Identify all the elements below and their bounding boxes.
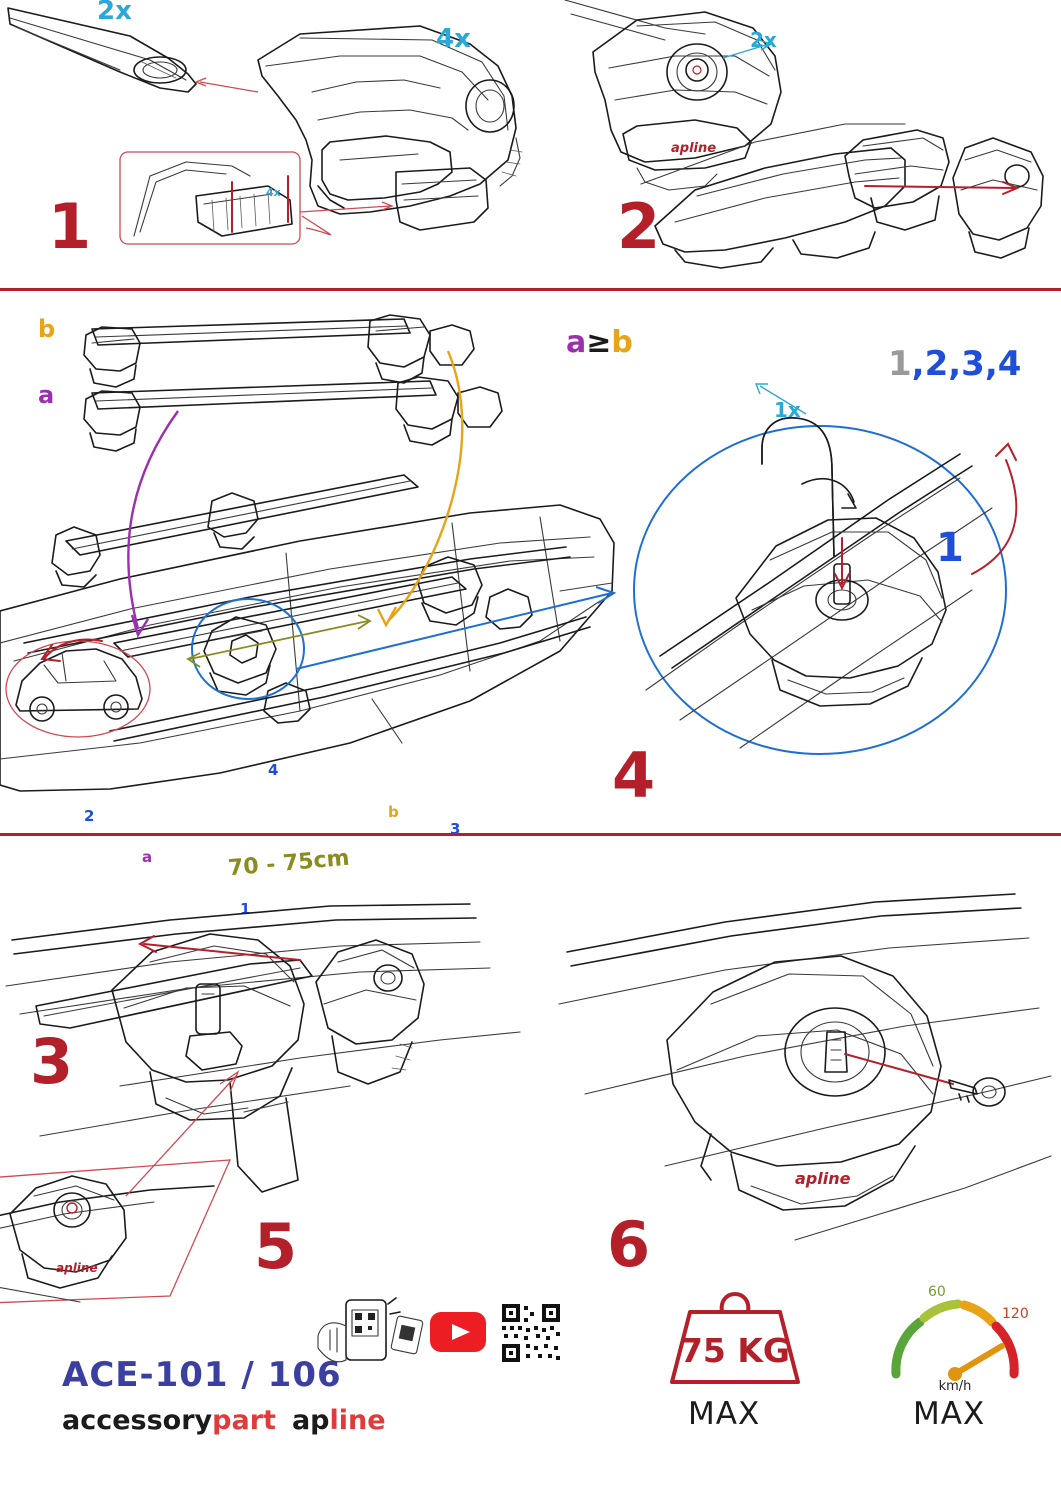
step-4-panel	[612, 344, 1061, 830]
mount-marker-3: 3	[450, 820, 461, 838]
comparison-b: b	[611, 325, 633, 360]
quantity-label-2x-lock: 2x	[750, 28, 777, 52]
comparison-a: a	[566, 325, 587, 360]
detail-link-arrow	[296, 593, 612, 669]
weight-value: 75 KG	[679, 1331, 791, 1370]
svg-text:4x: 4x	[266, 186, 281, 199]
foot-assembly-step6	[667, 956, 941, 1210]
weight-max-label: MAX	[688, 1396, 761, 1432]
step-4-illustration	[620, 360, 1061, 830]
rack-foot-assembly	[258, 26, 522, 230]
weight-limit-graphic	[660, 1270, 810, 1390]
tighten-order-first: 1	[888, 344, 912, 384]
svg-text:apline: apline	[795, 1169, 851, 1188]
step-6-panel	[545, 836, 1061, 1306]
bar-label-b: b	[38, 315, 56, 343]
footer-icons	[316, 1296, 566, 1374]
rubber-pad-detail-inset	[120, 152, 300, 244]
step-number-6: 6	[607, 1208, 650, 1281]
rotation-arrow	[802, 479, 854, 502]
svg-text:apline: apline	[56, 1261, 98, 1275]
arrow-b-to-roof	[388, 351, 462, 621]
step-5-panel	[0, 836, 545, 1306]
tighten-order-label	[888, 344, 1021, 384]
speed-limit-graphic	[880, 1270, 1030, 1395]
brand-accessory: accessory	[62, 1405, 213, 1436]
step-3-panel	[0, 291, 633, 1098]
crossbar-a	[84, 377, 502, 451]
final-position-inset	[0, 1160, 230, 1306]
lock-key	[845, 1054, 1005, 1106]
speed-max-label: MAX	[913, 1396, 986, 1432]
brand-wordmark	[62, 1405, 386, 1436]
quantity-label-1x-key: 1x	[774, 398, 801, 422]
callout-number-1: 1	[936, 525, 964, 571]
distance-label: 70 - 75cm	[227, 845, 351, 882]
roof-bar-marker-a: a	[142, 848, 153, 866]
brand-line: line	[329, 1405, 386, 1436]
quantity-label-2x-rail: 2x	[97, 0, 132, 26]
svg-text:apline: apline	[671, 141, 717, 156]
bar-end-cap-step5	[316, 940, 424, 1084]
vehicle-orientation-diagram	[6, 640, 150, 737]
step-1-panel	[0, 0, 545, 285]
detail-highlight-circle	[192, 599, 304, 699]
crossbar-b	[84, 315, 474, 387]
mount-marker-2: 2	[84, 807, 95, 825]
phone-scan-icon[interactable]	[318, 1298, 423, 1362]
foot-lock-top	[565, 0, 781, 190]
speed-unit-label: km/h	[938, 1379, 972, 1394]
brand-part: part	[212, 1405, 276, 1436]
step-number-1: 1	[48, 190, 91, 263]
qr-code-icon[interactable]	[502, 1304, 560, 1362]
model-code: ACE-101 / 106	[62, 1355, 342, 1395]
bar-label-a: a	[38, 381, 55, 409]
tighten-order-rest: ,2,3,4	[911, 344, 1022, 384]
gauge-tick-60: 60	[928, 1284, 946, 1300]
gauge-tick-120: 120	[1002, 1306, 1029, 1322]
comparison-sign: ≥	[586, 325, 612, 360]
roof-bar-marker-b: b	[388, 803, 399, 821]
step-number-4: 4	[612, 739, 655, 812]
youtube-icon[interactable]	[430, 1312, 486, 1352]
mount-marker-4: 4	[268, 761, 279, 779]
rail-clamp-rear	[486, 589, 532, 629]
step-number-5: 5	[254, 1210, 297, 1283]
step-3-illustration	[0, 291, 633, 831]
mounted-crossbars	[66, 475, 466, 657]
end-cap-part	[953, 138, 1043, 258]
quantity-label-4x-foot: 4x	[436, 24, 471, 54]
comparison-expression	[566, 325, 633, 360]
step-number-2: 2	[617, 190, 660, 263]
step-2-panel	[545, 0, 1061, 285]
rail-clamp-front	[264, 683, 310, 723]
mount-marker-1: 1	[240, 900, 251, 918]
brand-ap: ap	[291, 1405, 330, 1436]
step-number-3: 3	[30, 1025, 73, 1098]
